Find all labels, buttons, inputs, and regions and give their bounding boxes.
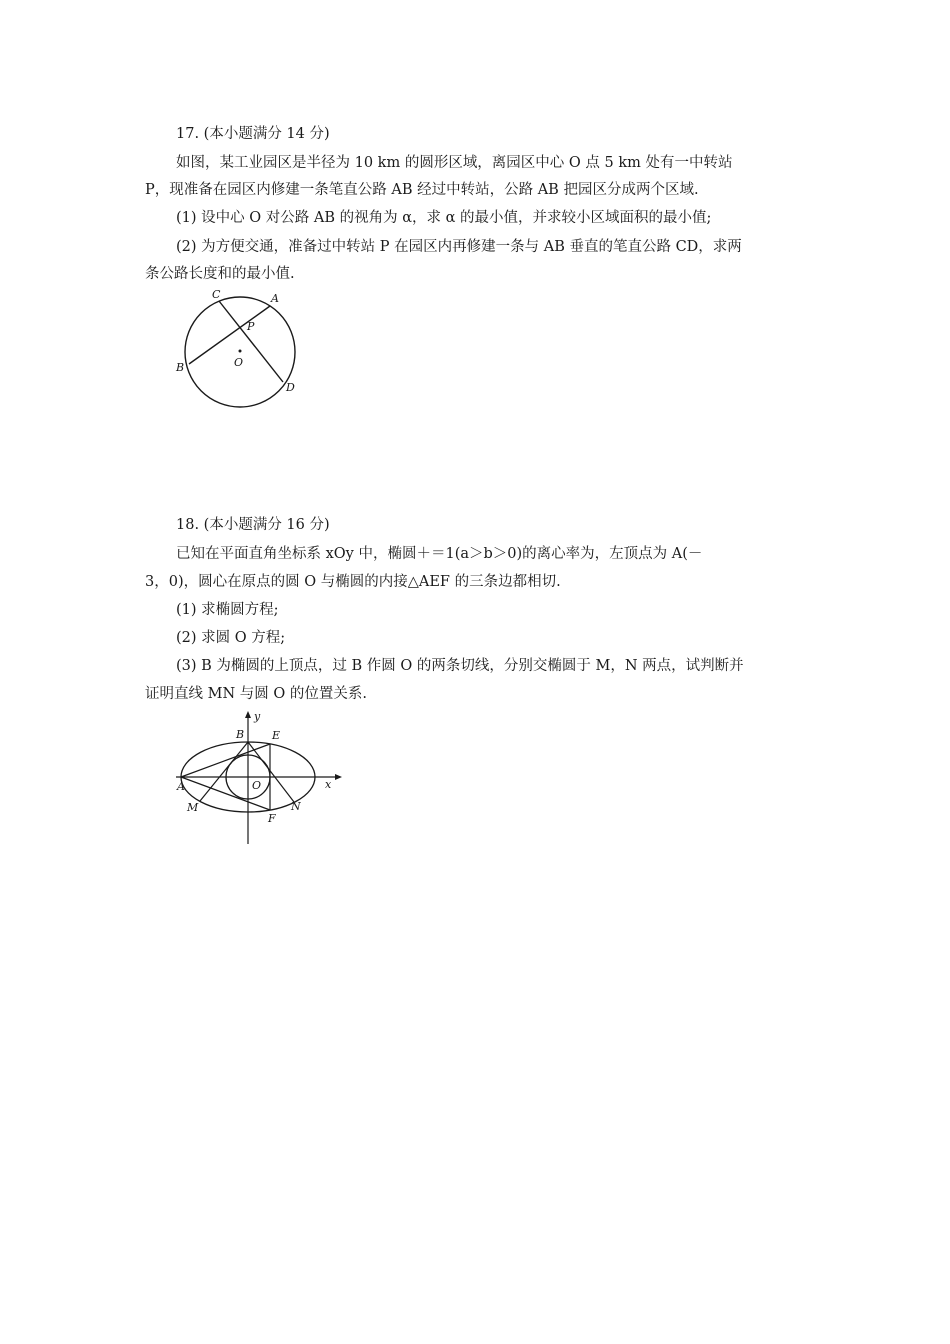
label-o: O xyxy=(234,356,244,369)
q18-subquestion-3-line-1: (3) B 为椭圆的上顶点，过 B 作圆 O 的两条切线，分别交椭圆于 M，N 两点，试判断并 xyxy=(176,658,744,674)
q18-subquestion-1: (1) 求椭圆方程; xyxy=(176,602,279,618)
label-m: M xyxy=(187,801,199,814)
label-d: D xyxy=(286,381,295,394)
y-axis-arrow xyxy=(245,711,251,718)
tangent-bn xyxy=(248,742,294,802)
label-p: P xyxy=(247,320,255,333)
q17-problem-line-1: 如图，某工业园区是半径为 10 km 的圆形区域，离园区中心 O 点 5 km 处有一中转站 xyxy=(176,155,733,171)
q18-problem-line-1: 已知在平面直角坐标系 xOy 中，椭圆＋＝1(a＞b＞0)的离心率为，左顶点为 A(－ xyxy=(176,546,703,562)
x-axis-arrow xyxy=(335,774,342,780)
side-ae xyxy=(181,744,270,777)
q17-problem-line-2: P，现准备在园区内修建一条笔直公路 AB 经过中转站，公路 AB 把园区分成两个区域. xyxy=(145,182,699,198)
label-f: F xyxy=(268,812,276,825)
tangent-bm xyxy=(200,742,248,801)
label-b: B xyxy=(236,728,245,741)
q17-circle-figure xyxy=(170,285,310,415)
label-y: y xyxy=(254,710,261,723)
road-cd xyxy=(219,301,283,382)
q18-header: 18. (本小题满分 16 分) xyxy=(176,517,330,533)
label-o: O xyxy=(252,779,262,792)
q17-subquestion-2-line-1: (2) 为方便交通，准备过中转站 P 在园区内再修建一条与 AB 垂直的笔直公路 CD，求两 xyxy=(176,239,742,255)
label-x: x xyxy=(325,778,332,791)
q17-header: 17. (本小题满分 14 分) xyxy=(176,126,330,142)
q18-subquestion-2: (2) 求圆 O 方程; xyxy=(176,630,286,646)
label-b: B xyxy=(176,361,185,374)
label-e: E xyxy=(272,729,281,742)
label-a: A xyxy=(177,780,185,793)
q18-ellipse-figure xyxy=(170,708,350,848)
label-a: A xyxy=(271,292,279,305)
q17-subquestion-1: (1) 设中心 O 对公路 AB 的视角为 α，求 α 的最小值，并求较小区域面积的最小值; xyxy=(176,210,712,226)
label-n: N xyxy=(291,800,301,813)
q17-subquestion-2-line-2: 条公路长度和的最小值. xyxy=(145,266,295,282)
label-c: C xyxy=(212,288,221,301)
q18-subquestion-3-line-2: 证明直线 MN 与圆 O 的位置关系. xyxy=(145,686,367,702)
center-point xyxy=(239,350,242,353)
q18-problem-line-2: 3，0)，圆心在原点的圆 O 与椭圆的内接△AEF 的三条边都相切. xyxy=(145,574,561,590)
